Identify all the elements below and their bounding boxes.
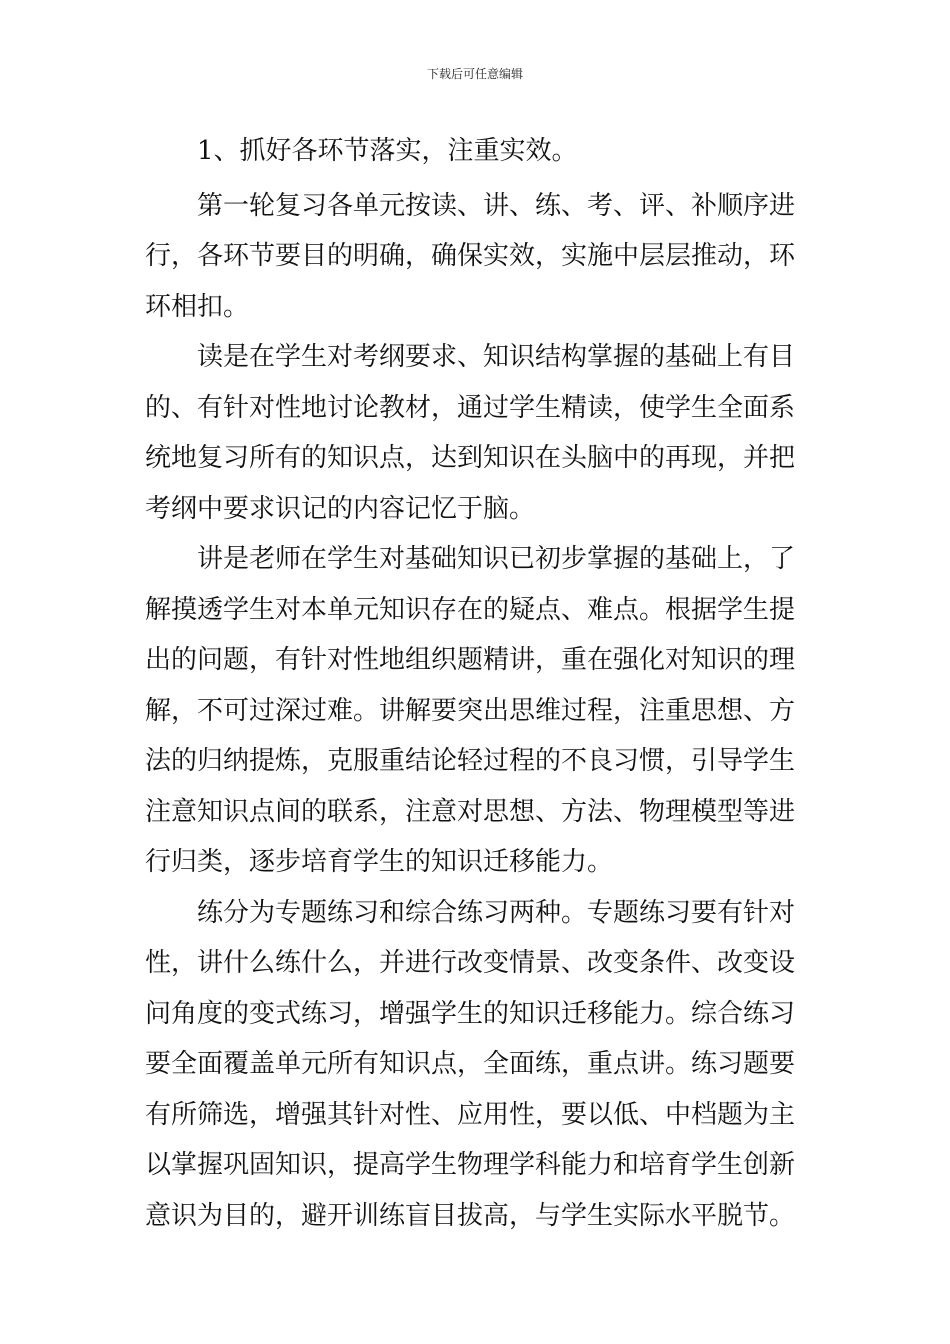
document-body [145, 126, 811, 1241]
text-line: 要全面覆盖单元所有知识点，全面练，重点讲。练习题要 [145, 1049, 796, 1079]
text-line: 环相扣。 [145, 291, 250, 322]
text-line: 讲是老师在学生对基础知识已初步掌握的基础上，了 [145, 544, 796, 574]
text-line: 练分为专题练习和综合练习两种。专题练习要有针对 [145, 897, 796, 928]
text-line: 解，不可过深过难。讲解要突出思维过程，注重思想、方 [145, 695, 796, 726]
text-line: 第一轮复习各单元按读、讲、练、考、评、补顺序进 [145, 190, 796, 221]
text-line: 性，讲什么练什么，并进行改变情景、改变条件、改变设 [145, 948, 796, 978]
text-line: 解摸透学生对本单元知识存在的疑点、难点。根据学生提 [145, 594, 796, 625]
text-line: 统地复习所有的知识点，达到知识在头脑中的再现，并把 [145, 443, 796, 473]
text-line: 出的问题，有针对性地组织题精讲，重在强化对知识的理 [145, 645, 796, 675]
text-line: 注意知识点间的联系，注意对思想、方法、物理模型等进 [145, 796, 796, 827]
text-line: 有所筛选，增强其针对性、应用性，要以低、中档题为主 [145, 1099, 796, 1130]
text-line: 考纲中要求识记的内容记忆于脑。 [145, 493, 536, 524]
text-line: 问角度的变式练习，增强学生的知识迁移能力。综合练习 [145, 998, 796, 1029]
text-line: 1、抓好各环节落实，注重实效。 [145, 136, 578, 166]
text-line: 行，各环节要目的明确，确保实效，实施中层层推动，环 [145, 241, 796, 271]
text-line: 法的归纳提炼，克服重结论轻过程的不良习惯，引导学生 [145, 746, 796, 776]
text-line: 行归类，逐步培育学生的知识迁移能力。 [145, 847, 614, 877]
text-line: 以掌握巩固知识，提高学生物理学科能力和培育学生创新 [145, 1150, 796, 1180]
text-line: 的、有针对性地讨论教材，通过学生精读，使学生全面系 [145, 392, 796, 423]
text-line: 意识为目的，避开训练盲目拔高，与学生实际水平脱节。 [145, 1200, 796, 1231]
page-header: 下载后可任意编辑 [426, 67, 523, 81]
text-line: 读是在学生对考纲要求、知识结构掌握的基础上有目 [145, 342, 796, 372]
